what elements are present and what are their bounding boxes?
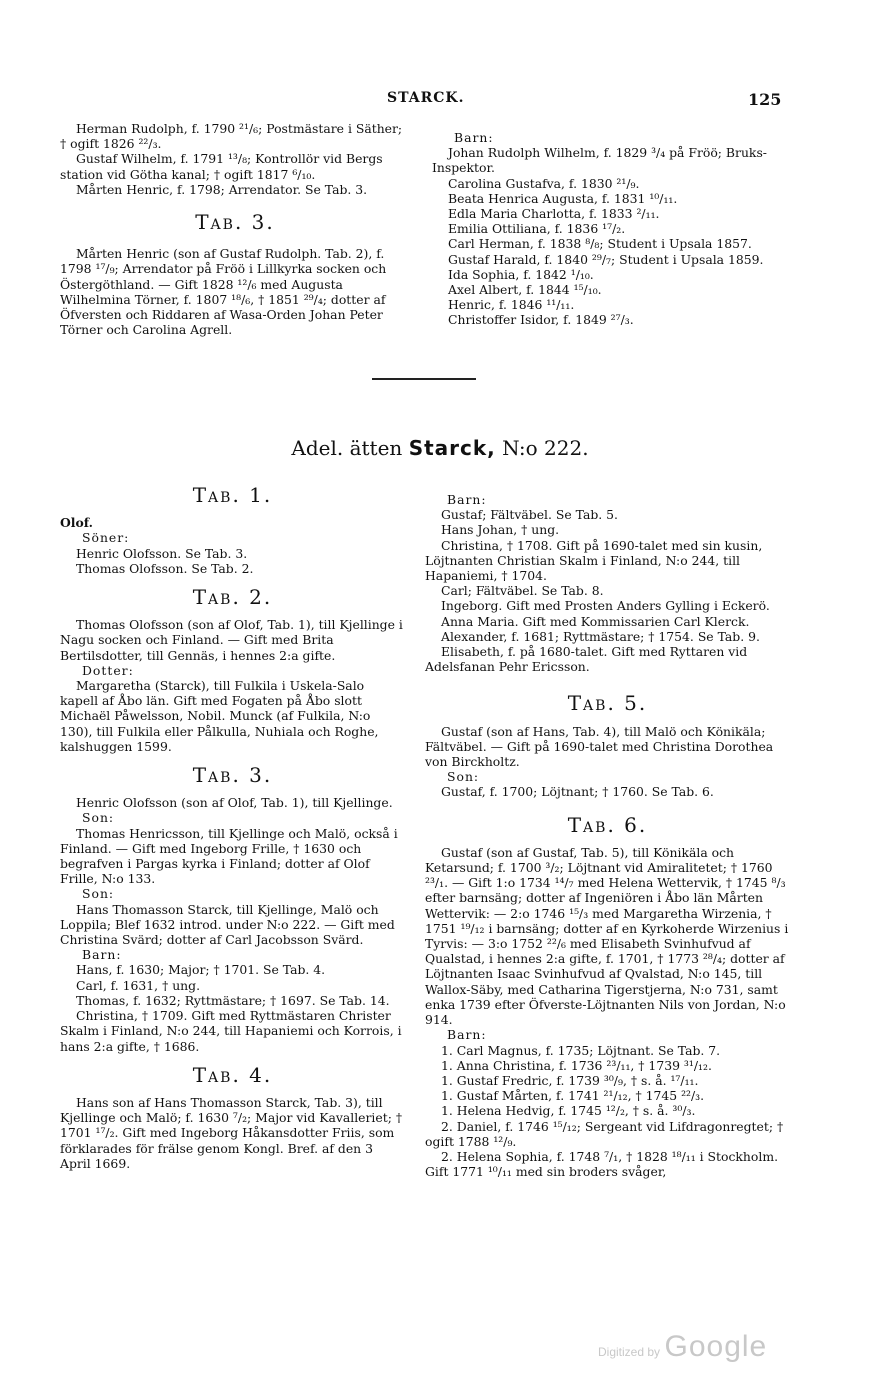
ancestor-name: Olof. <box>60 515 93 531</box>
child-entry: Ingeborg. Gift med Prosten Anders Gylling i Eckerö. <box>441 598 770 614</box>
tab-heading: Tab. 3. <box>192 763 273 788</box>
section-divider <box>372 378 476 380</box>
entry-paragraph: Henric Olofsson (son af Olof, Tab. 1), till Kjellinge. <box>76 795 393 811</box>
child-entry: 2. Daniel, f. 1746 ¹⁵/₁₂; Sergeant vid Lifdragonregtet; † ogift 1788 ¹²/₉. <box>425 1118 784 1149</box>
child-entry: Carl Herman, f. 1838 ⁸/₈; Student i Upsala 1857. <box>448 236 752 252</box>
child-entry: Johan Rudolph Wilhelm, f. 1829 ³/₄ på Fröö; Bruks-Inspektor. <box>432 145 767 176</box>
son-entry: Thomas Olofsson. Se Tab. 2. <box>76 560 254 576</box>
children-label: Barn: <box>447 1027 487 1043</box>
child-entry: Carl; Fältväbel. Se Tab. 8. <box>441 583 604 599</box>
son-entry: Gustaf, f. 1700; Löjtnant; † 1760. Se Tab. 6. <box>441 784 714 800</box>
entry-paragraph: Thomas Henricsson, till Kjellinge och Malö, också i Finland. — Gift med Ingeborg Frille, † 1630 och begrafven i Pargas kyrka i Finland; dotter af Olof Frille, N:o 133. <box>60 825 398 887</box>
child-entry: Emilia Ottiliana, f. 1836 ¹⁷/₂. <box>448 221 626 237</box>
child-entry: Beata Henrica Augusta, f. 1831 ¹⁰/₁₁. <box>448 190 678 206</box>
child-entry: Christoffer Isidor, f. 1849 ²⁷/₃. <box>448 312 634 328</box>
child-entry: Thomas, f. 1632; Ryttmästare; † 1697. Se Tab. 14. <box>76 992 390 1008</box>
entry-paragraph: Margaretha (Starck), till Fulkila i Uskela-Salo kapell af Åbo län. Gift med Fogaten på Åbo slott Michaël Påwelsson, Nobil. Munck (af Fulkila, N:o 130), till Fulkila eller Pålkulla, Nuhiala och Roghe, kalshuggen 1599. <box>60 678 379 754</box>
tab-heading: Tab. 5. <box>567 691 648 716</box>
children-label: Barn: <box>447 492 487 507</box>
child-entry: Carl, f. 1631, † ung. <box>76 977 201 993</box>
entry-line: Herman Rudolph, f. 1790 ²¹/₆; Postmästare i Säther; † ogift 1826 ²²/₃. <box>60 121 403 152</box>
child-entry: Gustaf Harald, f. 1840 ²⁹/₇; Student i Upsala 1859. <box>448 251 764 267</box>
child-entry: 1. Gustaf Mårten, f. 1741 ²¹/₁₂, † 1745 ²²/₃. <box>441 1088 705 1104</box>
son-label: Son: <box>82 810 115 826</box>
son-label: Son: <box>447 769 480 785</box>
digitized-watermark <box>598 1330 767 1364</box>
child-entry: Christina, † 1708. Gift på 1690-talet med sin kusin, Löjtnanten Christian Skalm i Finland, N:o 244, till Hapaniemi, † 1704. <box>425 537 763 584</box>
page-number: 125 <box>748 90 782 109</box>
family-name: Starck, <box>408 436 496 460</box>
child-entry: Axel Albert, f. 1844 ¹⁵/₁₀. <box>448 282 602 298</box>
child-entry: Carolina Gustafva, f. 1830 ²¹/₉. <box>448 175 640 191</box>
entry-line: Mårten Henric, f. 1798; Arrendator. Se Tab. 3. <box>76 181 368 197</box>
top-right-column <box>432 130 802 328</box>
watermark-prefix: Digitized by <box>598 1345 661 1359</box>
child-entry: Ida Sophia, f. 1842 ¹/₁₀. <box>448 266 594 282</box>
child-entry: Elisabeth, f. på 1680-talet. Gift med Ryttaren vid Adelsfanan Pehr Ericsson. <box>425 644 748 675</box>
top-left-column <box>60 121 410 337</box>
running-head: STARCK. <box>387 90 465 106</box>
entry-paragraph: Gustaf (son af Hans, Tab. 4), till Malö och Könikäla; Fältväbel. — Gift på 1690-talet med Christina Dorothea von Birckholtz. <box>425 723 774 770</box>
child-entry: 1. Carl Magnus, f. 1735; Löjtnant. Se Tab. 7. <box>441 1042 721 1058</box>
son-label: Son: <box>82 886 115 902</box>
section-title <box>0 436 880 460</box>
right-column <box>425 492 790 1179</box>
children-label: Barn: <box>82 947 122 963</box>
entry-paragraph: Gustaf (son af Gustaf, Tab. 5), till Könikäla och Ketarsund; f. 1700 ³/₂; Löjtnant vid Amiralitetet; † 1760 ²³/₁. — Gift 1:o 1734 ¹⁴/₇ med Helena Wettervik, † 1745 ⁸/₃ efter barnsäng; dotter af Ingeniören i Åbo län Mårten Wettervik: — 2:o 1746 ¹⁵/₃ med Margaretha Wirzenia, † 1751 ¹⁹/₁₂ i barnsäng; dotter af en Kyrkoherde Wirzenius i Tyrvis: — 3:o 1752 ²²/₆ med Elisabeth Svinhufvud af Qualstad, i hennes 2:a gifte, f. 1701, † 1773 ²⁸/₄; dotter af Löjtnanten Isaac Svinhufvud af Qvalstad, N:o 145, till Wallox-Säby, med Catharina Tigerstjerna, N:o 731, samt enka 1739 efter Öfverste-Löjtnanten Nils von Jordan, N:o 914. <box>425 844 789 1028</box>
child-entry: Christina, † 1709. Gift med Ryttmästaren Christer Skalm i Finland, N:o 244, till Hapaniemi och Korrois, i hans 2:a gifte, † 1686. <box>60 1008 402 1054</box>
child-entry: 1. Anna Christina, f. 1736 ²³/₁₁, † 1739 ³¹/₁₂. <box>441 1057 712 1073</box>
child-entry: Hans, f. 1630; Major; † 1701. Se Tab. 4. <box>76 962 326 978</box>
tab-heading: Tab. 1. <box>192 483 273 507</box>
children-label: Barn: <box>454 130 494 145</box>
child-entry: Henric, f. 1846 ¹¹/₁₁. <box>448 297 575 313</box>
entry-paragraph: Thomas Olofsson (son af Olof, Tab. 1), till Kjellinge i Nagu socken och Finland. — Gift med Brita Bertilsdotter, till Gennäs, i hennes 2:a gifte. <box>60 617 403 663</box>
child-entry: Anna Maria. Gift med Kommissarien Carl Klerck. <box>441 613 750 629</box>
child-entry: 1. Gustaf Fredric, f. 1739 ³⁰/₉, † s. å. ¹⁷/₁₁. <box>441 1072 699 1088</box>
tab-heading: Tab. 6. <box>567 812 648 837</box>
entry-paragraph: Mårten Henric (son af Gustaf Rudolph. Tab. 2), f. 1798 ¹⁷/₉; Arrendator på Fröö i Lillkyrka socken och Östergöthland. — Gift 1828 ¹²/₆ med Augusta Wilhelmina Törner, f. 1807 ¹⁸/₆, † 1851 ²⁹/₄; dotter af Öfversten och Riddaren af Wasa-Orden Johan Peter Törner och Carolina Agrell. <box>60 246 387 338</box>
tab-heading: Tab. 2. <box>192 585 273 610</box>
watermark-brand: Google <box>664 1330 768 1363</box>
section-title-prefix: Adel. ätten <box>291 436 403 460</box>
section-title-number: N:o 222. <box>502 436 589 460</box>
entry-paragraph: Hans son af Hans Thomasson Starck, Tab. 3), till Kjellinge och Malö; f. 1630 ⁷/₂; Major vid Kavalleriet; † 1701 ¹⁷/₂. Gift med Ingeborg Håkansdotter Friis, som förklarades för frälse genom Kongl. Bref. af den 3 April 1669. <box>60 1094 403 1171</box>
child-entry: Alexander, f. 1681; Ryttmästare; † 1754. Se Tab. 9. <box>441 628 760 644</box>
child-entry: 1. Helena Hedvig, f. 1745 ¹²/₂, † s. å. ³⁰/₃. <box>441 1103 696 1119</box>
sons-label: Söner: <box>82 530 130 546</box>
entry-line: Gustaf Wilhelm, f. 1791 ¹³/₈; Kontrollör vid Bergs station vid Götha kanal; † ogift 1817 ⁶/₁₀. <box>60 151 383 182</box>
left-column <box>60 483 405 1171</box>
tab-heading: Tab. 3. <box>195 210 275 235</box>
child-entry: Edla Maria Charlotta, f. 1833 ²/₁₁. <box>448 206 660 222</box>
entry-paragraph: Hans Thomasson Starck, till Kjellinge, Malö och Loppila; Blef 1632 introd. under N:o 222. — Gift med Christina Svärd; dotter af Carl Jacobsson Svärd. <box>60 901 395 948</box>
tab-heading: Tab. 4. <box>192 1062 273 1087</box>
child-entry: Hans Johan, † ung. <box>441 522 560 538</box>
son-entry: Henric Olofsson. Se Tab. 3. <box>76 545 248 561</box>
daughter-label: Dotter: <box>82 662 134 678</box>
child-entry: 2. Helena Sophia, f. 1748 ⁷/₁, † 1828 ¹⁸/₁₁ i Stockholm. Gift 1771 ¹⁰/₁₁ med sin broders svåger, <box>425 1148 779 1180</box>
child-entry: Gustaf; Fältväbel. Se Tab. 5. <box>441 507 618 523</box>
